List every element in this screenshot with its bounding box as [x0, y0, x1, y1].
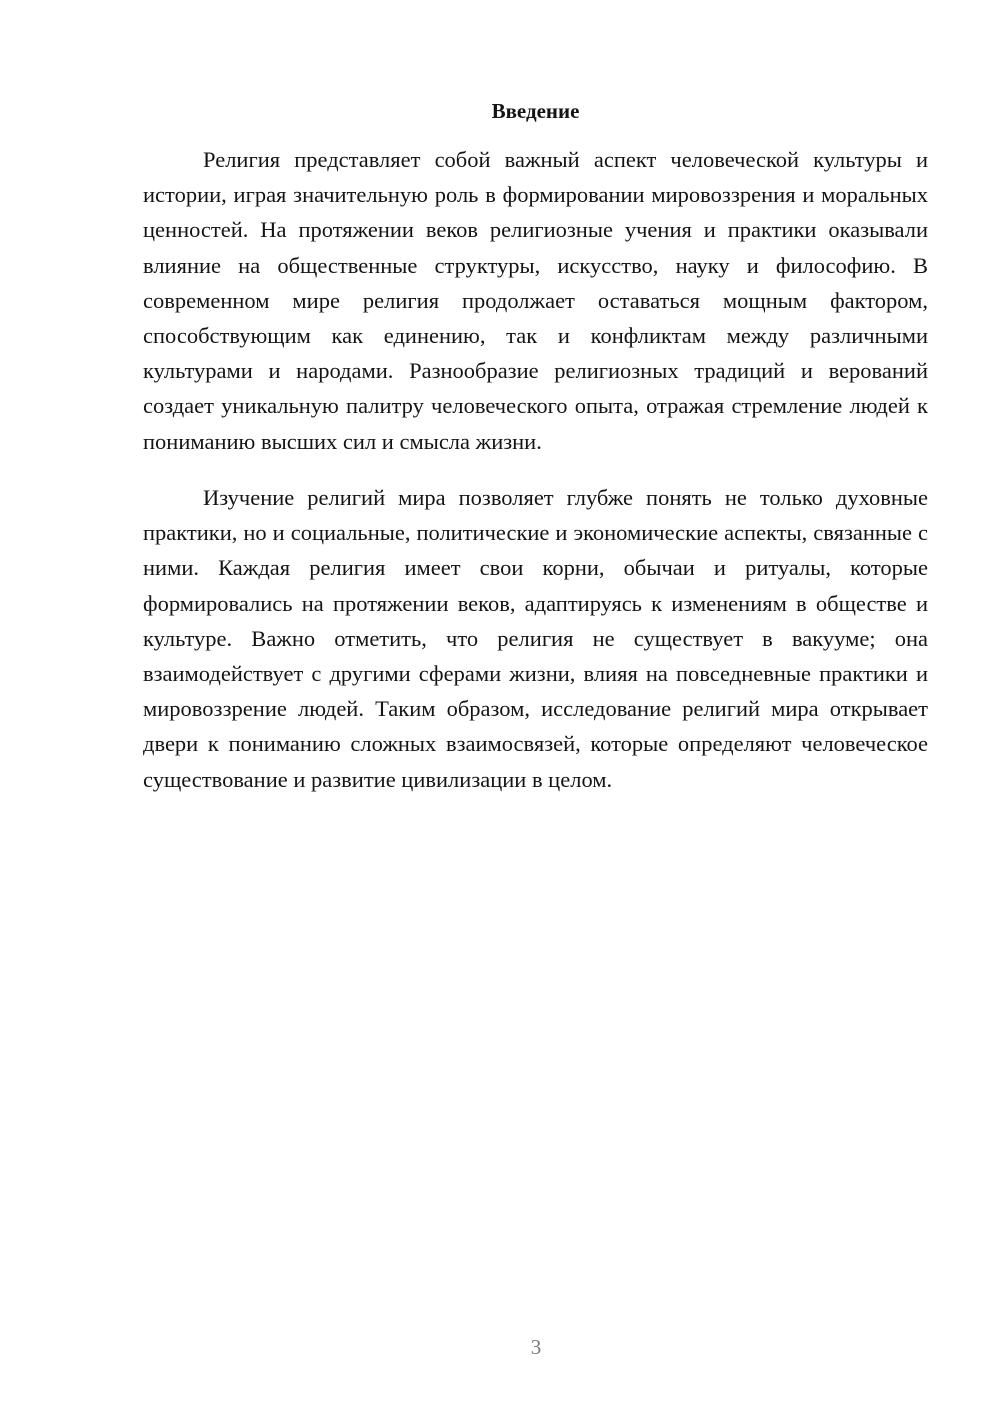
paragraph-1: Религия представляет собой важный аспект человеческой культуры и истории, играя значительную роль в формировании мировоззрения и моральных ценностей. На протяжении веков религиозные учения и практики оказывали влияние на общественные структуры, искусство, науку и философию. В современном мире религия продолжает оставаться мощным фактором, способствующим как единению, так и конфликтам между различными культурами и народами. Разнообразие религиозных традиций и верований создает уникальную палитру человеческого опыта, отражая стремление людей к пониманию высших сил и смысла жизни. [143, 147, 928, 454]
paragraph-2: Изучение религий мира позволяет глубже понять не только духовные практики, но и социальные, политические и экономические аспекты, связанные с ними. Каждая религия имеет свои корни, обычаи и ритуалы, которые формировались на протяжении веков, адаптируясь к изменениям в обществе и культуре. Важно отметить, что религия не существует в вакууме; она взаимодействует с другими сферами жизни, влияя на повседневные практики и мировоззрение людей. Таким образом, исследование религий мира открывает двери к пониманию сложных взаимосвязей, которые определяют человеческое существование и развитие цивилизации в целом. [143, 485, 928, 792]
section-heading: Введение [491, 99, 580, 123]
page-number: 3 [530, 1335, 542, 1359]
